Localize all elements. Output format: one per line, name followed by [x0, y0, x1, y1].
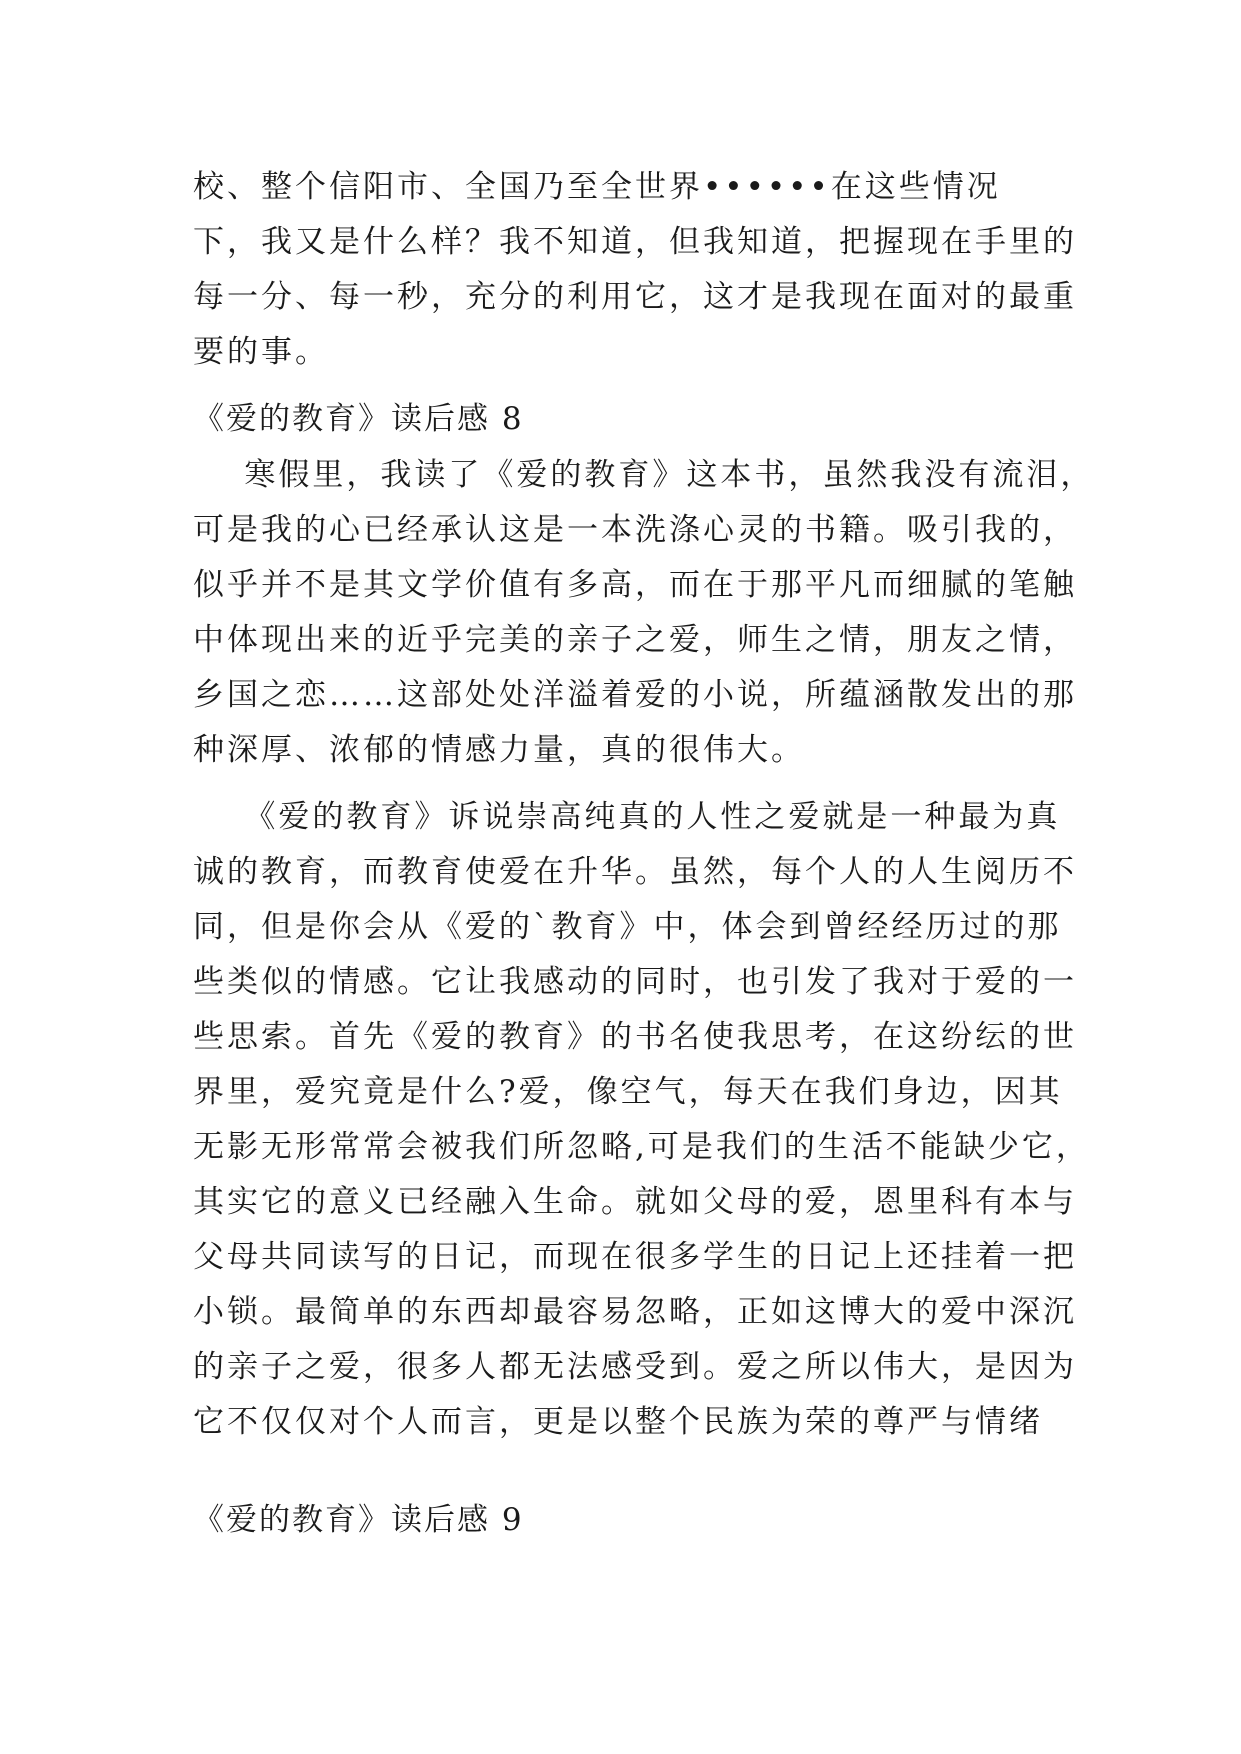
paragraph-1 [193, 448, 1095, 778]
heading-text: 《爱的教育》读后感 8 [193, 401, 524, 437]
heading-text: 《爱的教育》读后感 9 [193, 1502, 524, 1538]
paragraph-line: 无影无形常常会被我们所忽略,可是我们的生活不能缺少它， [193, 1129, 1090, 1165]
paragraph-line: 的亲子之爱，很多人都无法感受到。爱之所以伟大，是因为 [193, 1349, 1077, 1385]
paragraph-line: 些思索。首先《爱的教育》的书名使我思考，在这纷纭的世 [193, 1019, 1077, 1055]
paragraph-line: 要的事。 [193, 334, 329, 370]
paragraph-line: 其实它的意义已经融入生命。就如父母的爱，恩里科有本与 [193, 1184, 1077, 1220]
paragraph-line: 诚的教育，而教育使爱在升华。虽然，每个人的人生阅历不 [193, 854, 1077, 890]
paragraph-line: 界里，爱究竟是什么?爱，像空气，每天在我们身边，因其 [193, 1074, 1063, 1110]
paragraph-line: 寒假里，我读了《爱的教育》这本书，虽然我没有流泪， [193, 457, 1095, 493]
paragraph-line: 小锁。最简单的东西却最容易忽略，正如这博大的爱中深沉 [193, 1294, 1077, 1330]
paragraph-line: 《爱的教育》诉说崇高纯真的人性之爱就是一种最为真 [193, 799, 1061, 835]
section-heading-8 [193, 392, 1073, 447]
paragraph-line: 下，我又是什么样？我不知道，但我知道，把握现在手里的 [193, 224, 1077, 260]
paragraph-line: 同，但是你会从《爱的`教育》中，体会到曾经经历过的那 [193, 909, 1062, 945]
paragraph-line: 似乎并不是其文学价值有多高，而在于那平凡而细腻的笔触 [193, 567, 1077, 603]
paragraph-line: 种深厚、浓郁的情感力量，真的很伟大。 [193, 732, 805, 768]
paragraph-line: 中体现出来的近乎完美的亲子之爱，师生之情，朋友之情， [193, 622, 1077, 658]
continuation-paragraph [193, 160, 1077, 380]
paragraph-line: 它不仅仅对个人而言，更是以整个民族为荣的尊严与情绪 [193, 1404, 1043, 1440]
paragraph-line: 些类似的情感。它让我感动的同时，也引发了我对于爱的一 [193, 964, 1077, 1000]
paragraph-line: 每一分、每一秒，充分的利用它，这才是我现在面对的最重 [193, 279, 1077, 315]
paragraph-2 [193, 790, 1090, 1450]
paragraph-line: 父母共同读写的日记，而现在很多学生的日记上还挂着一把 [193, 1239, 1077, 1275]
paragraph-line: 可是我的心已经承认这是一本洗涤心灵的书籍。吸引我的， [193, 512, 1077, 548]
paragraph-line: 乡国之恋……这部处处洋溢着爱的小说，所蕴涵散发出的那 [193, 677, 1077, 713]
paragraph-line: 校、整个信阳市、全国乃至全世界••••••在这些情况 [193, 169, 1001, 205]
section-heading-9 [193, 1493, 1073, 1548]
